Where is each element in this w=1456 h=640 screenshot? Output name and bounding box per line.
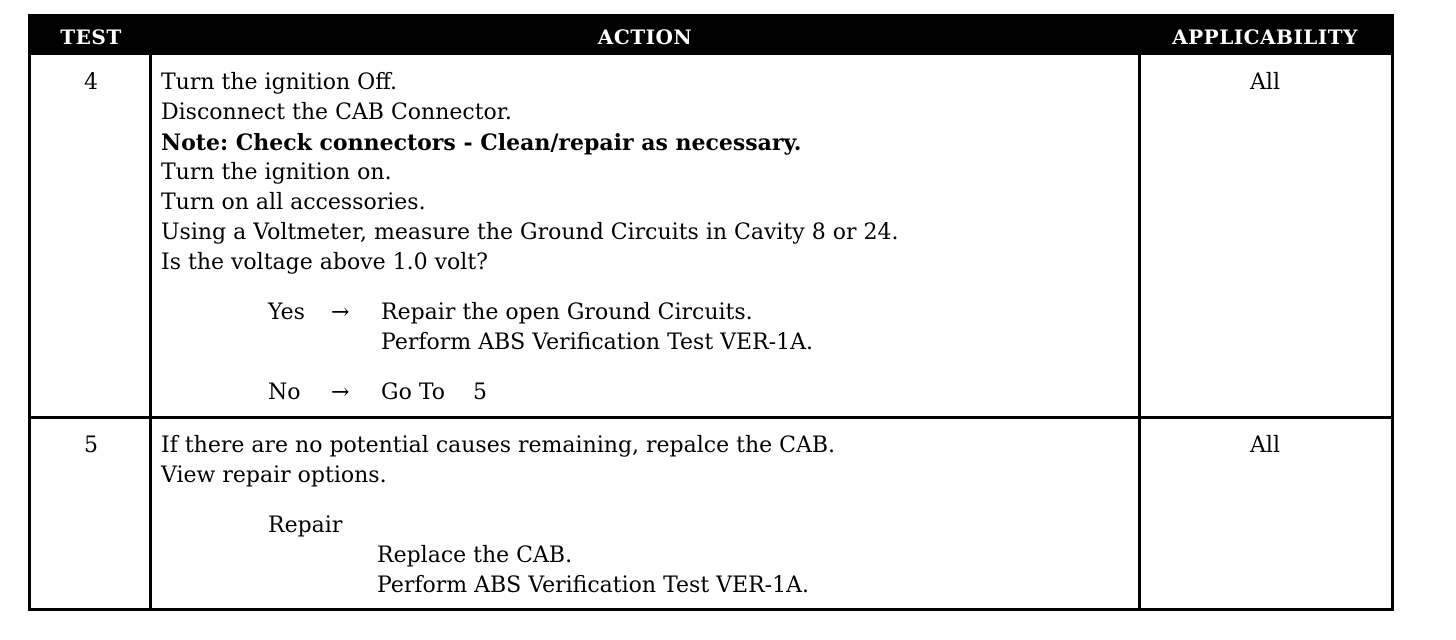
test-number: 4 bbox=[84, 70, 98, 95]
arrow-right-icon: → bbox=[331, 380, 350, 405]
action-step: If there are no potential causes remaining, repalce the CAB. bbox=[161, 433, 836, 458]
repair-action: Replace the CAB. bbox=[377, 543, 573, 568]
repair-action: Perform ABS Verification Test VER-1A. bbox=[377, 573, 809, 598]
test-number: 5 bbox=[84, 433, 98, 458]
action-step: Turn on all accessories. bbox=[161, 190, 426, 215]
applicability-value: All bbox=[1250, 70, 1280, 95]
goto-target-link[interactable]: 5 bbox=[473, 380, 487, 405]
action-step: Turn the ignition Off. bbox=[161, 70, 398, 95]
header-test: TEST bbox=[60, 25, 122, 49]
column-divider bbox=[149, 55, 152, 611]
no-action: Go To bbox=[381, 380, 446, 405]
yes-action: Repair the open Ground Circuits. bbox=[381, 300, 753, 325]
repair-options-link[interactable]: View repair options. bbox=[161, 463, 387, 488]
action-step: Using a Voltmeter, measure the Ground Circuits in Cavity 8 or 24. bbox=[161, 220, 899, 245]
column-divider bbox=[1138, 55, 1141, 611]
no-label: No bbox=[268, 380, 301, 405]
action-step: Turn the ignition on. bbox=[161, 160, 392, 185]
action-question: Is the voltage above 1.0 volt? bbox=[161, 250, 488, 275]
diagnostic-table bbox=[28, 14, 1394, 611]
yes-action: Perform ABS Verification Test VER-1A. bbox=[381, 330, 813, 355]
applicability-value: All bbox=[1250, 433, 1280, 458]
header-applicability: APPLICABILITY bbox=[1172, 25, 1358, 49]
table-header bbox=[31, 17, 1391, 55]
arrow-right-icon: → bbox=[331, 300, 350, 325]
row-divider bbox=[31, 416, 1391, 419]
header-action: ACTION bbox=[597, 25, 693, 49]
repair-label: Repair bbox=[268, 513, 343, 538]
action-note: Note: Check connectors - Clean/repair as necessary. bbox=[161, 130, 802, 156]
yes-label: Yes bbox=[268, 300, 305, 325]
action-step: Disconnect the CAB Connector. bbox=[161, 100, 512, 125]
